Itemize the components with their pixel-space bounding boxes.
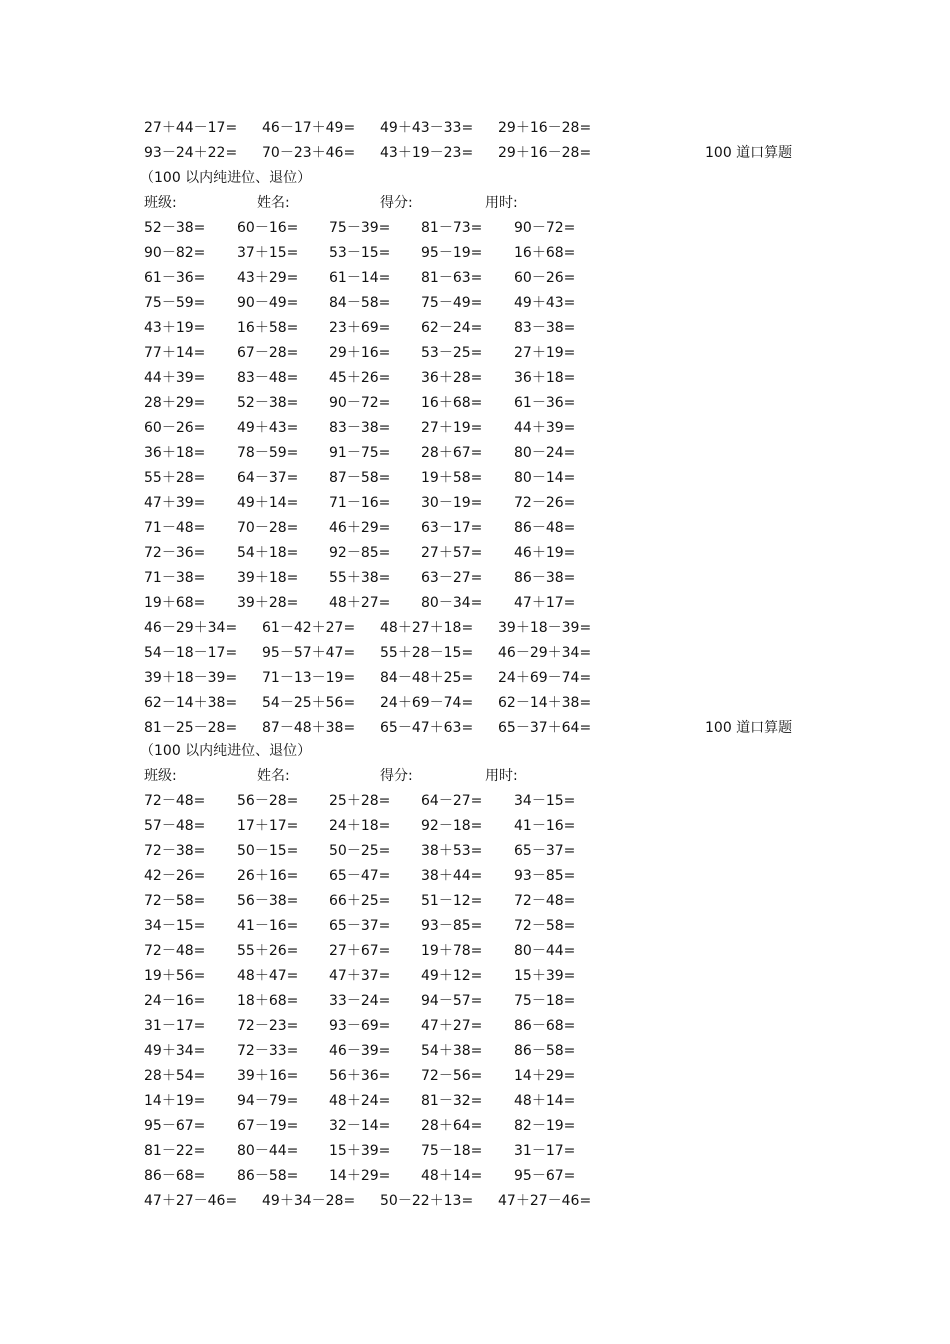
problem: 90－49= — [237, 295, 299, 311]
problem: 95－67= — [514, 1168, 576, 1184]
score-label: 得分: — [380, 768, 413, 784]
problem: 80－44= — [514, 943, 576, 959]
problem: 33－24= — [329, 993, 391, 1009]
problem: 75－18= — [421, 1143, 483, 1159]
problem: 25＋28= — [329, 793, 391, 809]
problem: 66＋25= — [329, 893, 391, 909]
problem-row — [0, 566, 950, 591]
problem: 43＋29= — [237, 270, 299, 286]
problem: 19＋68= — [144, 595, 206, 611]
problem: 54－25＋56= — [262, 695, 356, 711]
problem-row — [0, 266, 950, 291]
problem: 72－38= — [144, 843, 206, 859]
subtitle-text: （100 以内纯进位、退位） — [140, 170, 312, 186]
problem: 93－85= — [514, 868, 576, 884]
problem: 67－19= — [237, 1118, 299, 1134]
problem: 14＋29= — [329, 1168, 391, 1184]
problem: 24＋18= — [329, 818, 391, 834]
problem: 36＋18= — [514, 370, 576, 386]
problem: 70－28= — [237, 520, 299, 536]
problem: 16＋58= — [237, 320, 299, 336]
problem-row — [0, 789, 950, 814]
class-label: 班级: — [144, 195, 177, 211]
problem: 42－26= — [144, 868, 206, 884]
worksheet-title: 100 道口算题 — [705, 145, 793, 161]
problem: 70－23＋46= — [262, 145, 356, 161]
problem: 37＋15= — [237, 245, 299, 261]
problem-row — [0, 541, 950, 566]
problem: 41－16= — [237, 918, 299, 934]
worksheet-subtitle — [0, 166, 950, 191]
time-label: 用时: — [485, 195, 518, 211]
problem: 87－48＋38= — [262, 720, 356, 736]
problem-row — [0, 441, 950, 466]
class-label: 班级: — [144, 768, 177, 784]
problem: 72－58= — [144, 893, 206, 909]
problem: 49＋34－28= — [262, 1193, 356, 1209]
problem: 48＋14= — [421, 1168, 483, 1184]
problem: 82－19= — [514, 1118, 576, 1134]
problem: 27＋44－17= — [144, 120, 238, 136]
problem: 45＋26= — [329, 370, 391, 386]
problem: 84－48＋25= — [380, 670, 474, 686]
problem: 86－48= — [514, 520, 576, 536]
problem: 80－24= — [514, 445, 576, 461]
problem: 86－68= — [514, 1018, 576, 1034]
problem: 19＋78= — [421, 943, 483, 959]
problem-row — [0, 241, 950, 266]
problem: 53－15= — [329, 245, 391, 261]
problem-row — [0, 889, 950, 914]
problem: 15＋39= — [514, 968, 576, 984]
problem-row — [0, 1089, 950, 1114]
problem: 61－36= — [144, 270, 206, 286]
problem: 43＋19－23= — [380, 145, 474, 161]
problem: 94－57= — [421, 993, 483, 1009]
problem: 75－49= — [421, 295, 483, 311]
problem: 44＋39= — [144, 370, 206, 386]
problem: 49＋34= — [144, 1043, 206, 1059]
problem: 65－47= — [329, 868, 391, 884]
problem: 81－22= — [144, 1143, 206, 1159]
problem: 78－59= — [237, 445, 299, 461]
problem: 81－73= — [421, 220, 483, 236]
problem: 60－16= — [237, 220, 299, 236]
problem: 24＋69－74= — [498, 670, 592, 686]
problem: 17＋17= — [237, 818, 299, 834]
problem-row — [0, 989, 950, 1014]
problem: 72－48= — [514, 893, 576, 909]
mixed-row — [0, 691, 950, 716]
problem: 29＋16－28= — [498, 120, 592, 136]
problem: 14＋29= — [514, 1068, 576, 1084]
problem: 65－37= — [514, 843, 576, 859]
problem-row — [0, 341, 950, 366]
problem: 30－19= — [421, 495, 483, 511]
problem: 49＋43= — [237, 420, 299, 436]
problem: 48＋27＋18= — [380, 620, 474, 636]
problem: 49＋14= — [237, 495, 299, 511]
problem: 71－16= — [329, 495, 391, 511]
problem: 72－48= — [144, 793, 206, 809]
problem: 90－72= — [514, 220, 576, 236]
problem: 39＋16= — [237, 1068, 299, 1084]
problem: 16＋68= — [421, 395, 483, 411]
worksheet-title: 100 道口算题 — [705, 720, 793, 736]
problem: 46－39= — [329, 1043, 391, 1059]
problem: 47＋17= — [514, 595, 576, 611]
mixed-row — [0, 141, 950, 166]
problem: 75－39= — [329, 220, 391, 236]
problem: 54＋18= — [237, 545, 299, 561]
problem: 48＋47= — [237, 968, 299, 984]
problem-row — [0, 1139, 950, 1164]
problem: 28＋54= — [144, 1068, 206, 1084]
problem-row — [0, 391, 950, 416]
problem: 83－48= — [237, 370, 299, 386]
problem: 54－18－17= — [144, 645, 238, 661]
mixed-row — [0, 641, 950, 666]
problem: 46－29＋34= — [498, 645, 592, 661]
worksheet-subtitle — [0, 739, 950, 764]
problem: 86－38= — [514, 570, 576, 586]
problem-row — [0, 964, 950, 989]
problem: 29＋16－28= — [498, 145, 592, 161]
problem: 56＋36= — [329, 1068, 391, 1084]
problem: 83－38= — [514, 320, 576, 336]
problem: 47＋39= — [144, 495, 206, 511]
score-label: 得分: — [380, 195, 413, 211]
problem: 72－56= — [421, 1068, 483, 1084]
problem: 24＋69－74= — [380, 695, 474, 711]
problem: 72－33= — [237, 1043, 299, 1059]
name-label: 姓名: — [257, 195, 290, 211]
problem: 44＋39= — [514, 420, 576, 436]
problem-row — [0, 1014, 950, 1039]
problem: 60－26= — [144, 420, 206, 436]
problem: 47＋37= — [329, 968, 391, 984]
problem-row — [0, 291, 950, 316]
problem-row — [0, 864, 950, 889]
problem: 95－57＋47= — [262, 645, 356, 661]
problem-row — [0, 939, 950, 964]
problem-row — [0, 1064, 950, 1089]
problem: 80－44= — [237, 1143, 299, 1159]
problem: 43＋19= — [144, 320, 206, 336]
problem: 77＋14= — [144, 345, 206, 361]
problem: 55＋26= — [237, 943, 299, 959]
problem: 71－13－19= — [262, 670, 356, 686]
problem: 72－48= — [144, 943, 206, 959]
problem: 26＋16= — [237, 868, 299, 884]
problem: 48＋14= — [514, 1093, 576, 1109]
problem: 71－38= — [144, 570, 206, 586]
problem: 14＋19= — [144, 1093, 206, 1109]
problem: 52－38= — [237, 395, 299, 411]
problem: 80－34= — [421, 595, 483, 611]
problem: 49＋43－33= — [380, 120, 474, 136]
info-fields — [0, 191, 950, 216]
time-label: 用时: — [485, 768, 518, 784]
problem: 28＋29= — [144, 395, 206, 411]
problem-row — [0, 316, 950, 341]
mixed-row — [0, 116, 950, 141]
subtitle-text: （100 以内纯进位、退位） — [140, 743, 312, 759]
problem: 50－25= — [329, 843, 391, 859]
problem: 49＋43= — [514, 295, 576, 311]
problem: 86－58= — [237, 1168, 299, 1184]
problem: 72－58= — [514, 918, 576, 934]
problem: 55＋38= — [329, 570, 391, 586]
problem: 63－27= — [421, 570, 483, 586]
problem-row — [0, 914, 950, 939]
problem: 46＋29= — [329, 520, 391, 536]
problem-row — [0, 491, 950, 516]
problem: 95－19= — [421, 245, 483, 261]
problem: 28＋64= — [421, 1118, 483, 1134]
problem: 60－26= — [514, 270, 576, 286]
problem: 27＋67= — [329, 943, 391, 959]
problem: 84－58= — [329, 295, 391, 311]
problem: 56－38= — [237, 893, 299, 909]
problem: 75－18= — [514, 993, 576, 1009]
problem: 92－18= — [421, 818, 483, 834]
problem: 62－14＋38= — [498, 695, 592, 711]
problem: 57－48= — [144, 818, 206, 834]
problem: 80－14= — [514, 470, 576, 486]
problem: 36＋18= — [144, 445, 206, 461]
problem: 39＋28= — [237, 595, 299, 611]
problem: 50－22＋13= — [380, 1193, 474, 1209]
problem: 54＋38= — [421, 1043, 483, 1059]
problem: 65－37= — [329, 918, 391, 934]
problem: 29＋16= — [329, 345, 391, 361]
problem: 93－24＋22= — [144, 145, 238, 161]
problem: 90－82= — [144, 245, 206, 261]
problem: 81－63= — [421, 270, 483, 286]
problem-row — [0, 366, 950, 391]
problem: 31－17= — [144, 1018, 206, 1034]
problem: 81－32= — [421, 1093, 483, 1109]
problem: 65－47＋63= — [380, 720, 474, 736]
problem: 62－24= — [421, 320, 483, 336]
problem: 32－14= — [329, 1118, 391, 1134]
problem: 49＋12= — [421, 968, 483, 984]
problem: 67－28= — [237, 345, 299, 361]
problem: 51－12= — [421, 893, 483, 909]
problem: 46＋19= — [514, 545, 576, 561]
problem: 71－48= — [144, 520, 206, 536]
name-label: 姓名: — [257, 768, 290, 784]
problem: 94－79= — [237, 1093, 299, 1109]
problem: 27＋19= — [421, 420, 483, 436]
problem: 93－85= — [421, 918, 483, 934]
problem: 23＋69= — [329, 320, 391, 336]
problem-row — [0, 839, 950, 864]
problem: 19＋56= — [144, 968, 206, 984]
problem-row — [0, 516, 950, 541]
problem: 83－38= — [329, 420, 391, 436]
problem-row — [0, 216, 950, 241]
problem: 39＋18－39= — [498, 620, 592, 636]
problem: 62－14＋38= — [144, 695, 238, 711]
info-fields — [0, 764, 950, 789]
problem: 55＋28= — [144, 470, 206, 486]
problem: 47＋27－46= — [498, 1193, 592, 1209]
problem: 24－16= — [144, 993, 206, 1009]
problem: 18＋68= — [237, 993, 299, 1009]
problem: 91－75= — [329, 445, 391, 461]
problem: 31－17= — [514, 1143, 576, 1159]
problem: 48＋24= — [329, 1093, 391, 1109]
problem: 75－59= — [144, 295, 206, 311]
problem: 56－28= — [237, 793, 299, 809]
problem: 34－15= — [514, 793, 576, 809]
problem: 61－42＋27= — [262, 620, 356, 636]
problem: 38＋53= — [421, 843, 483, 859]
problem: 64－37= — [237, 470, 299, 486]
problem: 46－17＋49= — [262, 120, 356, 136]
problem: 72－26= — [514, 495, 576, 511]
problem: 72－36= — [144, 545, 206, 561]
problem: 55＋28－15= — [380, 645, 474, 661]
problem-row — [0, 591, 950, 616]
problem: 28＋67= — [421, 445, 483, 461]
problem: 64－27= — [421, 793, 483, 809]
problem-row — [0, 1039, 950, 1064]
problem: 47＋27= — [421, 1018, 483, 1034]
problem: 93－69= — [329, 1018, 391, 1034]
problem: 87－58= — [329, 470, 391, 486]
problem: 52－38= — [144, 220, 206, 236]
problem: 86－68= — [144, 1168, 206, 1184]
problem: 16＋68= — [514, 245, 576, 261]
problem: 27＋19= — [514, 345, 576, 361]
problem: 50－15= — [237, 843, 299, 859]
problem: 61－36= — [514, 395, 576, 411]
problem: 34－15= — [144, 918, 206, 934]
problem: 48＋27= — [329, 595, 391, 611]
problem: 46－29＋34= — [144, 620, 238, 636]
problem: 65－37＋64= — [498, 720, 592, 736]
problem-row — [0, 814, 950, 839]
problem: 95－67= — [144, 1118, 206, 1134]
problem: 81－25－28= — [144, 720, 238, 736]
problem: 27＋57= — [421, 545, 483, 561]
problem: 19＋58= — [421, 470, 483, 486]
problem-row — [0, 466, 950, 491]
problem: 39＋18－39= — [144, 670, 238, 686]
problem: 61－14= — [329, 270, 391, 286]
mixed-row — [0, 616, 950, 641]
problem: 63－17= — [421, 520, 483, 536]
mixed-row — [0, 666, 950, 691]
problem-row — [0, 1114, 950, 1139]
problem: 47＋27－46= — [144, 1193, 238, 1209]
mixed-row — [0, 1189, 950, 1214]
problem: 15＋39= — [329, 1143, 391, 1159]
problem: 90－72= — [329, 395, 391, 411]
problem: 92－85= — [329, 545, 391, 561]
title-line — [0, 716, 950, 741]
problem: 36＋28= — [421, 370, 483, 386]
problem: 41－16= — [514, 818, 576, 834]
problem: 53－25= — [421, 345, 483, 361]
problem-row — [0, 1164, 950, 1189]
problem: 72－23= — [237, 1018, 299, 1034]
problem-row — [0, 416, 950, 441]
problem: 39＋18= — [237, 570, 299, 586]
problem: 38＋44= — [421, 868, 483, 884]
problem: 86－58= — [514, 1043, 576, 1059]
